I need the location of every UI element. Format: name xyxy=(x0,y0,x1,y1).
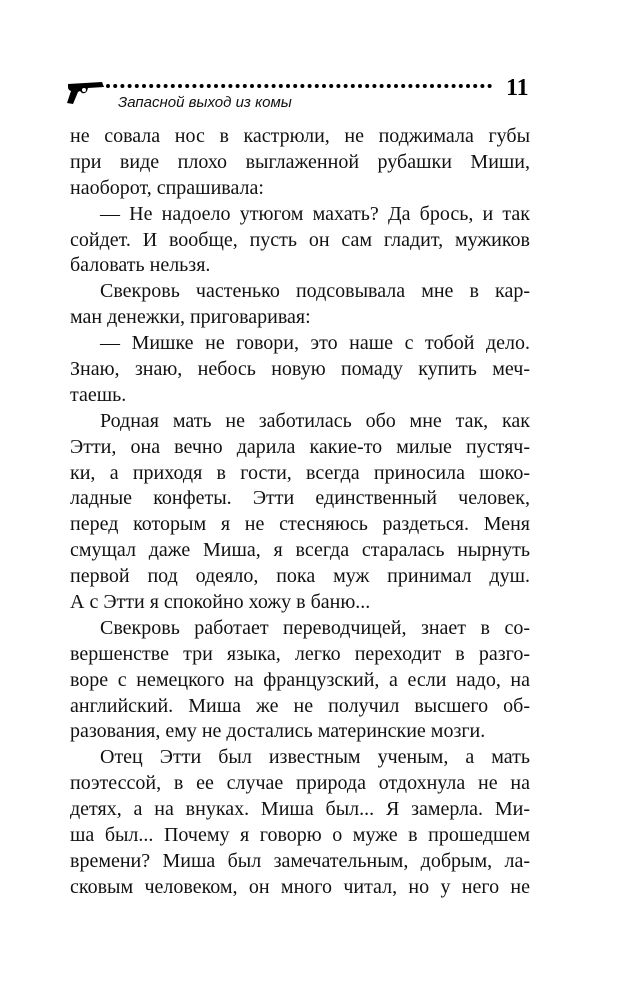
text-line: воре с немецкого на французский, а если надо, на xyxy=(70,668,530,691)
dotted-rule xyxy=(106,80,498,92)
text-line: времени? Миша был замечательным, добрым, ла- xyxy=(70,849,530,872)
text-line: Свекровь работает переводчицей, знает в со- xyxy=(100,616,530,639)
text-line: Родная мать не заботилась обо мне так, как xyxy=(100,409,530,432)
text-line: ман денежки, приговаривая: xyxy=(70,306,311,329)
text-line: ки, а приходя в гости, всегда приносила шоко- xyxy=(70,461,530,484)
text-line: — Мишке не говори, это наше с тобой дело. xyxy=(100,332,530,355)
text-line: ша был... Почему я говорю о муже в прошедшем xyxy=(70,824,530,847)
text-line: А с Этти я спокойно хожу в баню... xyxy=(70,591,371,614)
text-line: вершенстве три языка, легко переходит в разго- xyxy=(70,642,530,665)
running-title: Запасной выход из комы xyxy=(118,94,292,111)
text-line: таешь. xyxy=(70,383,127,406)
page-number: 11 xyxy=(506,75,529,101)
text-line: смущал даже Миша, я всегда старалась нырнуть xyxy=(70,539,530,562)
text-line: английский. Миша же не получил высшего об- xyxy=(70,694,530,717)
text-line: Отец Этти был известным ученым, а мать xyxy=(100,746,530,769)
text-line: детях, а на внуках. Миша был... Я замерла. Ми- xyxy=(70,798,530,821)
text-line: Знаю, знаю, небось новую помаду купить меч- xyxy=(70,358,530,381)
text-line: разования, ему не достались материнские мозги. xyxy=(70,720,486,743)
text-line: ладные конфеты. Этти единственный человек, xyxy=(70,487,530,510)
text-line: при виде плохо выглаженной рубашки Миши, xyxy=(70,150,530,173)
text-line: баловать нельзя. xyxy=(70,254,211,277)
text-line: наоборот, спрашивала: xyxy=(70,176,264,199)
text-line: Этти, она вечно дарила какие-то милые пустяч- xyxy=(70,435,530,458)
text-line: перед которым я не стесняюсь раздеться. Меня xyxy=(70,513,530,536)
revolver-icon xyxy=(66,78,106,106)
body-text xyxy=(70,124,530,901)
text-line: не совала нос в кастрюли, не поджимала губы xyxy=(70,125,530,147)
text-line: сковым человеком, он много читал, но у него не xyxy=(70,875,530,898)
text-line: поэтессой, в ее случае природа отдохнула не на xyxy=(70,772,530,795)
text-line: Свекровь частенько подсовывала мне в кар- xyxy=(100,280,530,303)
text-line: — Не надоело утюгом махать? Да брось, и так xyxy=(100,202,530,225)
text-line: первой под одеяло, пока муж принимал душ. xyxy=(70,565,530,588)
text-line: сойдет. И вообще, пусть он сам гладит, мужиков xyxy=(70,228,530,251)
